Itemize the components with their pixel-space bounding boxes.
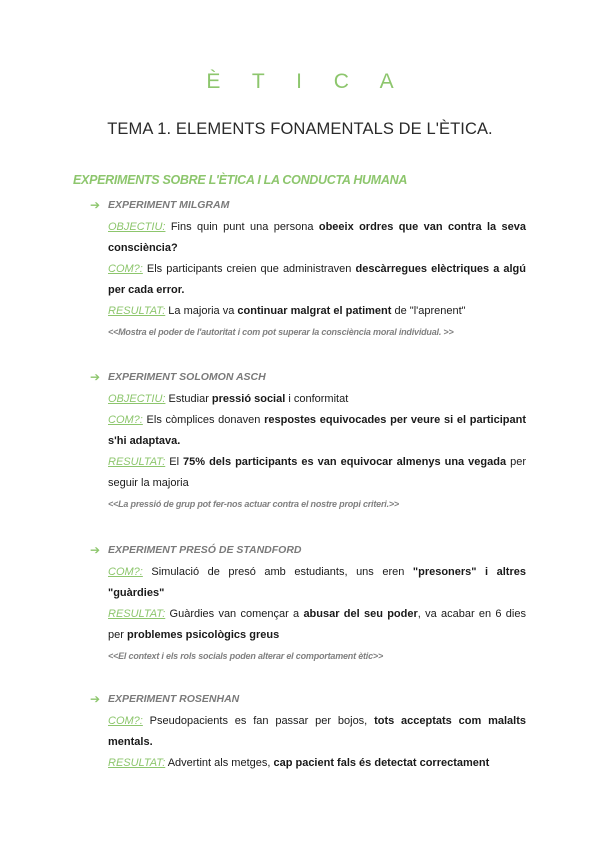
- experiment-heading-text: EXPERIMENT SOLOMON ASCH: [108, 371, 266, 383]
- arrow-right-icon: ➔: [90, 692, 101, 706]
- objective-label: OBJECTIU:: [108, 393, 166, 405]
- experiment-milgram: [90, 197, 530, 340]
- method-bold-text: "presoners" i altres "guàrdies": [108, 566, 526, 599]
- arrow-right-icon: ➔: [90, 198, 101, 212]
- objective-bold-text: obeeix ordres que van contra la seva consciència?: [108, 221, 526, 254]
- objective-label: OBJECTIU:: [108, 221, 166, 233]
- experiment-heading-text: EXPERIMENT PRESÓ DE STANDFORD: [108, 544, 302, 556]
- result-paragraph: [108, 753, 526, 774]
- method-paragraph: [108, 562, 526, 604]
- conclusion-note: <<La pressió de grup pot fer-nos actuar contra el nostre propi criteri.>>: [108, 499, 399, 509]
- result-bold-text: continuar malgrat el patiment: [237, 305, 392, 317]
- experiment-rosenhan: [90, 691, 530, 774]
- experiment-stanford: [90, 542, 530, 664]
- objective-text: Fins quin punt una persona: [165, 221, 319, 233]
- method-bold-text: descàrregues elèctriques a algú per cada error.: [108, 263, 526, 296]
- method-label: COM?:: [108, 263, 143, 275]
- result-text: Advertint als metges,: [165, 757, 274, 769]
- result-text-end: per seguir la majoria: [108, 456, 526, 489]
- result-paragraph: [108, 301, 526, 322]
- result-bold-text: abusar del seu poder: [303, 608, 418, 620]
- result-label: RESULTAT:: [108, 608, 166, 620]
- experiment-heading: [90, 691, 530, 707]
- result-text: La majoria va: [165, 305, 238, 317]
- experiment-asch: [90, 369, 530, 512]
- objective-paragraph: [108, 389, 526, 410]
- result-paragraph: [108, 452, 526, 494]
- method-text: Els còmplices donaven: [142, 414, 265, 426]
- topic-name: ELEMENTS FONAMENTALS DE L'ÈTICA.: [175, 120, 493, 138]
- conclusion-note: <<Mostra el poder de l'autoritat i com pot superar la consciència moral individual. >>: [108, 327, 454, 337]
- conclusion-note: <<El context i els rols socials poden alterar el comportament ètic>>: [108, 651, 384, 661]
- topic-title: [0, 120, 600, 139]
- method-text: Simulació de presó amb estudiants, uns eren: [142, 566, 413, 578]
- result-text: El: [165, 456, 184, 468]
- method-text: Pseudopacients es fan passar per bojos,: [142, 715, 375, 727]
- arrow-right-icon: ➔: [90, 543, 101, 557]
- objective-text-end: i conformitat: [285, 393, 349, 405]
- method-text: Els participants creien que administraven: [142, 263, 356, 275]
- experiment-heading-text: EXPERIMENT ROSENHAN: [108, 693, 240, 705]
- result-label: RESULTAT:: [108, 757, 166, 769]
- objective-text: Estudiar: [165, 393, 212, 405]
- arrow-right-icon: ➔: [90, 370, 101, 384]
- method-paragraph: [108, 711, 526, 753]
- result-bold-text: 75% dels participants es van equivocar almenys una vegada: [183, 456, 507, 468]
- result-bold-text-end: problemes psicològics greus: [126, 629, 280, 641]
- experiment-heading-text: EXPERIMENT MILGRAM: [108, 199, 230, 211]
- result-text-mid: , va acabar en 6 dies per: [108, 608, 526, 641]
- method-label: COM?:: [108, 715, 143, 727]
- page-title: È T I C A: [206, 70, 407, 93]
- method-label: COM?:: [108, 566, 143, 578]
- topic-number: TEMA 1.: [107, 120, 176, 138]
- objective-paragraph: [108, 217, 526, 259]
- method-paragraph: [108, 410, 526, 452]
- objective-bold-text: pressió social: [211, 393, 286, 405]
- section-title: EXPERIMENTS SOBRE L'ÈTICA I LA CONDUCTA HUMANA: [73, 173, 408, 187]
- experiment-heading: [90, 197, 530, 213]
- result-bold-text: cap pacient fals és detectat correctament: [273, 757, 490, 769]
- result-label: RESULTAT:: [108, 456, 166, 468]
- experiment-heading: [90, 542, 530, 558]
- result-label: RESULTAT:: [108, 305, 166, 317]
- method-bold-text: respostes equivocades per veure si el participant s'hi adaptava.: [108, 414, 526, 447]
- method-paragraph: [108, 259, 526, 301]
- method-label: COM?:: [108, 414, 143, 426]
- experiment-heading: [90, 369, 530, 385]
- result-text-end: de "l'aprenent": [391, 305, 466, 317]
- result-paragraph: [108, 604, 526, 646]
- method-bold-text: tots acceptats com malalts mentals.: [108, 715, 526, 748]
- result-text: Guàrdies van començar a: [165, 608, 304, 620]
